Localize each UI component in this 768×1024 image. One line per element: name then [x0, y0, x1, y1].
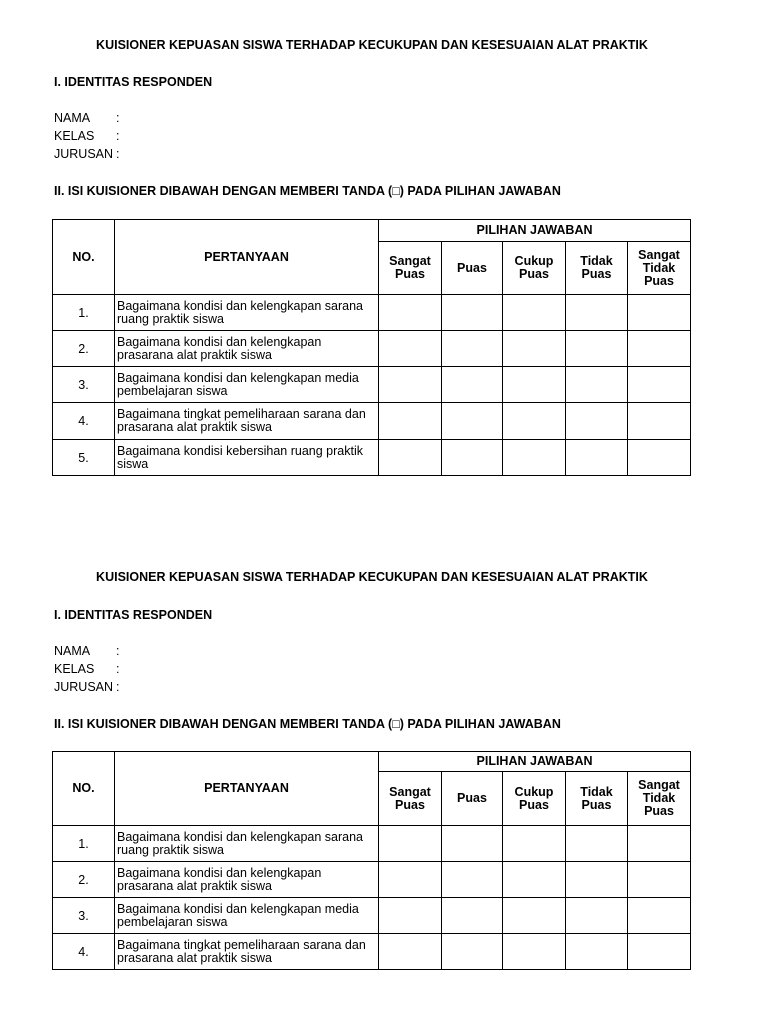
answer-cell[interactable]: [628, 331, 691, 367]
form-title: KUISIONER KEPUASAN SISWA TERHADAP KECUKUPAN DAN KESESUAIAN ALAT PRAKTIK: [96, 570, 648, 584]
answer-cell[interactable]: [503, 440, 566, 476]
choice-header: Sangat Tidak Puas: [628, 772, 691, 826]
answer-cell[interactable]: [379, 295, 442, 331]
table-row: [53, 934, 691, 970]
row-number: 4.: [53, 934, 115, 970]
field-label: KELAS: [54, 662, 95, 676]
answer-cell[interactable]: [503, 295, 566, 331]
answer-cell[interactable]: [566, 826, 628, 862]
answer-cell[interactable]: [442, 862, 503, 898]
answer-cell[interactable]: [379, 403, 442, 440]
question-header: PERTANYAAN: [115, 220, 379, 295]
row-number: 3.: [53, 367, 115, 403]
answer-cell[interactable]: [566, 295, 628, 331]
answer-cell[interactable]: [503, 862, 566, 898]
row-question: Bagaimana kondisi dan kelengkapan media pembelajaran siswa: [115, 367, 379, 403]
section-instruction-heading: II. ISI KUISIONER DIBAWAH DENGAN MEMBERI TANDA (□) PADA PILIHAN JAWABAN: [54, 717, 561, 731]
form-title: KUISIONER KEPUASAN SISWA TERHADAP KECUKUPAN DAN KESESUAIAN ALAT PRAKTIK: [96, 38, 648, 52]
table-row: [53, 367, 691, 403]
field-colon: :: [116, 147, 120, 161]
answer-cell[interactable]: [503, 898, 566, 934]
row-question: Bagaimana kondisi dan kelengkapan prasarana alat praktik siswa: [115, 331, 379, 367]
table-row: [53, 403, 691, 440]
choice-header: Puas: [442, 242, 503, 295]
row-number: 1.: [53, 826, 115, 862]
choices-header: PILIHAN JAWABAN: [379, 220, 691, 242]
questionnaire-table: [52, 751, 691, 970]
answer-cell[interactable]: [628, 934, 691, 970]
row-question: Bagaimana kondisi kebersihan ruang praktik siswa: [115, 440, 379, 476]
row-question: Bagaimana kondisi dan kelengkapan sarana ruang praktik siswa: [115, 826, 379, 862]
answer-cell[interactable]: [442, 403, 503, 440]
answer-cell[interactable]: [566, 403, 628, 440]
table-row: [53, 862, 691, 898]
answer-cell[interactable]: [628, 295, 691, 331]
answer-cell[interactable]: [503, 331, 566, 367]
field-colon: :: [116, 680, 120, 694]
row-question: Bagaimana kondisi dan kelengkapan media pembelajaran siswa: [115, 898, 379, 934]
row-number: 2.: [53, 862, 115, 898]
field-nama: [54, 111, 119, 125]
answer-cell[interactable]: [379, 367, 442, 403]
row-question: Bagaimana tingkat pemeliharaan sarana dan prasarana alat praktik siswa: [115, 934, 379, 970]
row-number: 1.: [53, 295, 115, 331]
answer-cell[interactable]: [628, 826, 691, 862]
row-number: 3.: [53, 898, 115, 934]
field-label: KELAS: [54, 129, 95, 143]
answer-cell[interactable]: [503, 934, 566, 970]
field-label: JURUSAN: [54, 680, 114, 694]
answer-cell[interactable]: [566, 898, 628, 934]
row-number: 2.: [53, 331, 115, 367]
choice-header: Sangat Puas: [379, 772, 442, 826]
choice-header: Tidak Puas: [566, 772, 628, 826]
table-row: [53, 898, 691, 934]
answer-cell[interactable]: [628, 898, 691, 934]
row-question: Bagaimana kondisi dan kelengkapan prasarana alat praktik siswa: [115, 862, 379, 898]
choice-header: Tidak Puas: [566, 242, 628, 295]
answer-cell[interactable]: [503, 826, 566, 862]
field-kelas: [54, 662, 119, 676]
choice-header: Cukup Puas: [503, 772, 566, 826]
row-number: 5.: [53, 440, 115, 476]
field-label: JURUSAN: [54, 147, 114, 161]
answer-cell[interactable]: [628, 862, 691, 898]
choices-header: PILIHAN JAWABAN: [379, 752, 691, 772]
answer-cell[interactable]: [566, 367, 628, 403]
section-identity-heading: I. IDENTITAS RESPONDEN: [54, 75, 213, 89]
answer-cell[interactable]: [503, 403, 566, 440]
table-row: [53, 440, 691, 476]
answer-cell[interactable]: [379, 331, 442, 367]
field-colon: :: [116, 129, 120, 143]
no-header: NO.: [53, 752, 115, 826]
question-header: PERTANYAAN: [115, 752, 379, 826]
answer-cell[interactable]: [566, 440, 628, 476]
answer-cell[interactable]: [628, 367, 691, 403]
field-colon: :: [116, 644, 120, 658]
field-jurusan: [54, 147, 119, 161]
choice-header: Cukup Puas: [503, 242, 566, 295]
choice-header: Puas: [442, 772, 503, 826]
answer-cell[interactable]: [442, 440, 503, 476]
answer-cell[interactable]: [379, 898, 442, 934]
answer-cell[interactable]: [566, 331, 628, 367]
field-colon: :: [116, 662, 120, 676]
section-instruction-heading: II. ISI KUISIONER DIBAWAH DENGAN MEMBERI TANDA (□) PADA PILIHAN JAWABAN: [54, 184, 561, 198]
answer-cell[interactable]: [442, 898, 503, 934]
field-label: NAMA: [54, 644, 91, 658]
section-identity-heading: I. IDENTITAS RESPONDEN: [54, 608, 213, 622]
answer-cell[interactable]: [442, 331, 503, 367]
answer-cell[interactable]: [566, 934, 628, 970]
answer-cell[interactable]: [503, 367, 566, 403]
answer-cell[interactable]: [628, 403, 691, 440]
field-kelas: [54, 129, 119, 143]
choice-header: Sangat Puas: [379, 242, 442, 295]
field-jurusan: [54, 680, 119, 694]
table-row: [53, 331, 691, 367]
row-question: Bagaimana kondisi dan kelengkapan sarana ruang praktik siswa: [115, 295, 379, 331]
answer-cell[interactable]: [379, 440, 442, 476]
answer-cell[interactable]: [628, 440, 691, 476]
answer-cell[interactable]: [379, 934, 442, 970]
answer-cell[interactable]: [566, 862, 628, 898]
answer-cell[interactable]: [442, 934, 503, 970]
questionnaire-table: [52, 219, 691, 476]
row-question: Bagaimana tingkat pemeliharaan sarana dan prasarana alat praktik siswa: [115, 403, 379, 440]
field-label: NAMA: [54, 111, 91, 125]
table-row: [53, 826, 691, 862]
field-nama: [54, 644, 119, 658]
answer-cell[interactable]: [379, 826, 442, 862]
choice-header: Sangat Tidak Puas: [628, 242, 691, 295]
answer-cell[interactable]: [442, 826, 503, 862]
answer-cell[interactable]: [442, 367, 503, 403]
field-colon: :: [116, 111, 120, 125]
answer-cell[interactable]: [442, 295, 503, 331]
row-number: 4.: [53, 403, 115, 440]
no-header: NO.: [53, 220, 115, 295]
answer-cell[interactable]: [379, 862, 442, 898]
table-row: [53, 295, 691, 331]
